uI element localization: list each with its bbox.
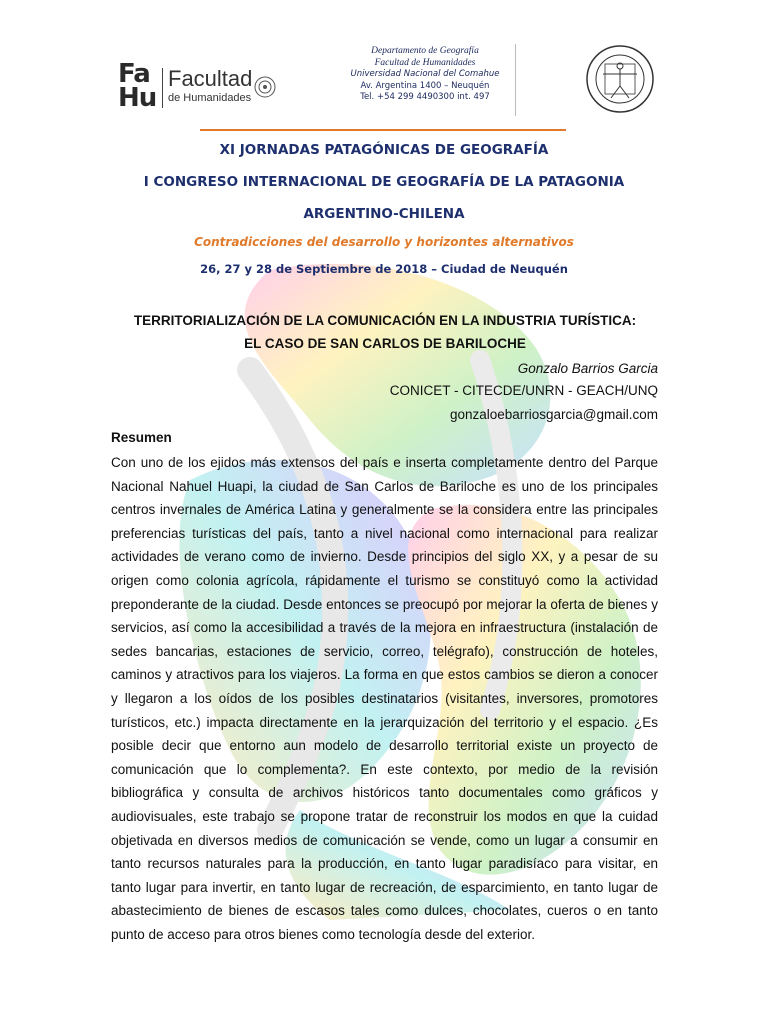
- abstract-heading: Resumen: [111, 430, 172, 445]
- logo-mark-bottom: Hu: [118, 83, 157, 113]
- fahu-logo: [118, 59, 278, 114]
- dept-line-4: Av. Argentina 1400 – Neuquén: [360, 80, 490, 91]
- logo-divider: [162, 68, 163, 108]
- faculty-seal-icon: [254, 76, 276, 98]
- header-orange-rule: [200, 129, 566, 131]
- department-info: [340, 46, 510, 104]
- conference-title-1: XI JORNADAS PATAGÓNICAS DE GEOGRAFÍA: [219, 142, 549, 158]
- dept-line-2: Facultad de Humanidades: [374, 57, 476, 68]
- dept-line-3: Universidad Nacional del Comahue: [350, 69, 500, 79]
- abstract-body: Con uno de los ejidos más extensos del país e inserta completamente dentro del Parque Nacional Nahuel Huapi, la ciudad de San Carlos de Bariloche es uno de los principales centros invernales de América Latina y generalmente se la considera entre las principales preferencias turísticas del país, tanto a nivel nacional como internacional para realizar actividades de verano como de invierno. Desde principios del siglo XX, y a pesar de su origen como colonia agrícola, rápidamente el turismo se constituyó como la actividad preponderante de la ciudad. Desde entonces se preocupó por mejorar la oferta de bienes y servicios, así como la accesibilidad a través de la mejora en infraestructura (instalación de sedes bancarias, estaciones de servicio, correo, telégrafo), construcción de hoteles, caminos y atractivos para los viajeros. La forma en que estos cambios se dieron a conocer y llegaron a los oídos de los posibles destinatarios (visitantes, inversores, promotores turísticos, etc.) impacta directamente en la jerarquización del territorio y el espacio. ¿Es posible decir que entorno aun modelo de desarrollo territorial existe un proyecto de comunicación que lo complementa?. En este contexto, por medio de la revisión bibliográfica y consulta de archivos históricos tanto documentales como gráficos y audiovisuales, este trabajo se propone tratar de reconstruir los modos en que la cuidad objetivada en diversos medios de comunicación se vende, como un lugar a consumir en tanto recursos naturales para la producción, en tanto lugar paradisíaco para visitar, en tanto lugar para invertir, en tanto lugar de recreación, de esparcimiento, en tanto lugar de abastecimiento de bienes de escasos tales como dulces, chocolates, cueros o en tanto punto de acceso para otros bienes como tecnología desde del exterior.: [111, 455, 658, 942]
- conference-motto: Contradicciones del desarrollo y horizontes alternativos: [194, 235, 574, 249]
- conference-dates: 26, 27 y 28 de Septiembre de 2018 – Ciudad de Neuquén: [200, 262, 568, 276]
- paper-title-line-1: TERRITORIALIZACIÓN DE LA COMUNICACIÓN EN LA INDUSTRIA TURÍSTICA:: [133, 313, 637, 328]
- dept-line-1: Departamento de Geografía: [371, 46, 479, 56]
- conference-title-2: I CONGRESO INTERNACIONAL DE GEOGRAFÍA DE LA PATAGONIA: [143, 174, 625, 190]
- department-seal-icon: [585, 44, 655, 114]
- paper-title-line-2: EL CASO DE SAN CARLOS DE BARILOCHE: [244, 336, 526, 351]
- logo-mark-top: Fa: [118, 59, 150, 89]
- header-divider: [515, 44, 516, 116]
- logo-name: Facultad: [168, 66, 253, 91]
- author-email: gonzaloebarriosgarcia@gmail.com: [449, 407, 658, 422]
- dept-line-5: Tel. +54 299 4490300 int. 497: [360, 92, 490, 102]
- fahu-logo-mark: [118, 59, 160, 113]
- author-name: Gonzalo Barrios Garcia: [517, 361, 658, 376]
- conference-title-3: ARGENTINO-CHILENA: [303, 206, 465, 222]
- logo-subtitle: de Humanidades: [168, 92, 252, 104]
- author-affiliation: CONICET - CITECDE/UNRN - GEACH/UNQ: [389, 383, 658, 398]
